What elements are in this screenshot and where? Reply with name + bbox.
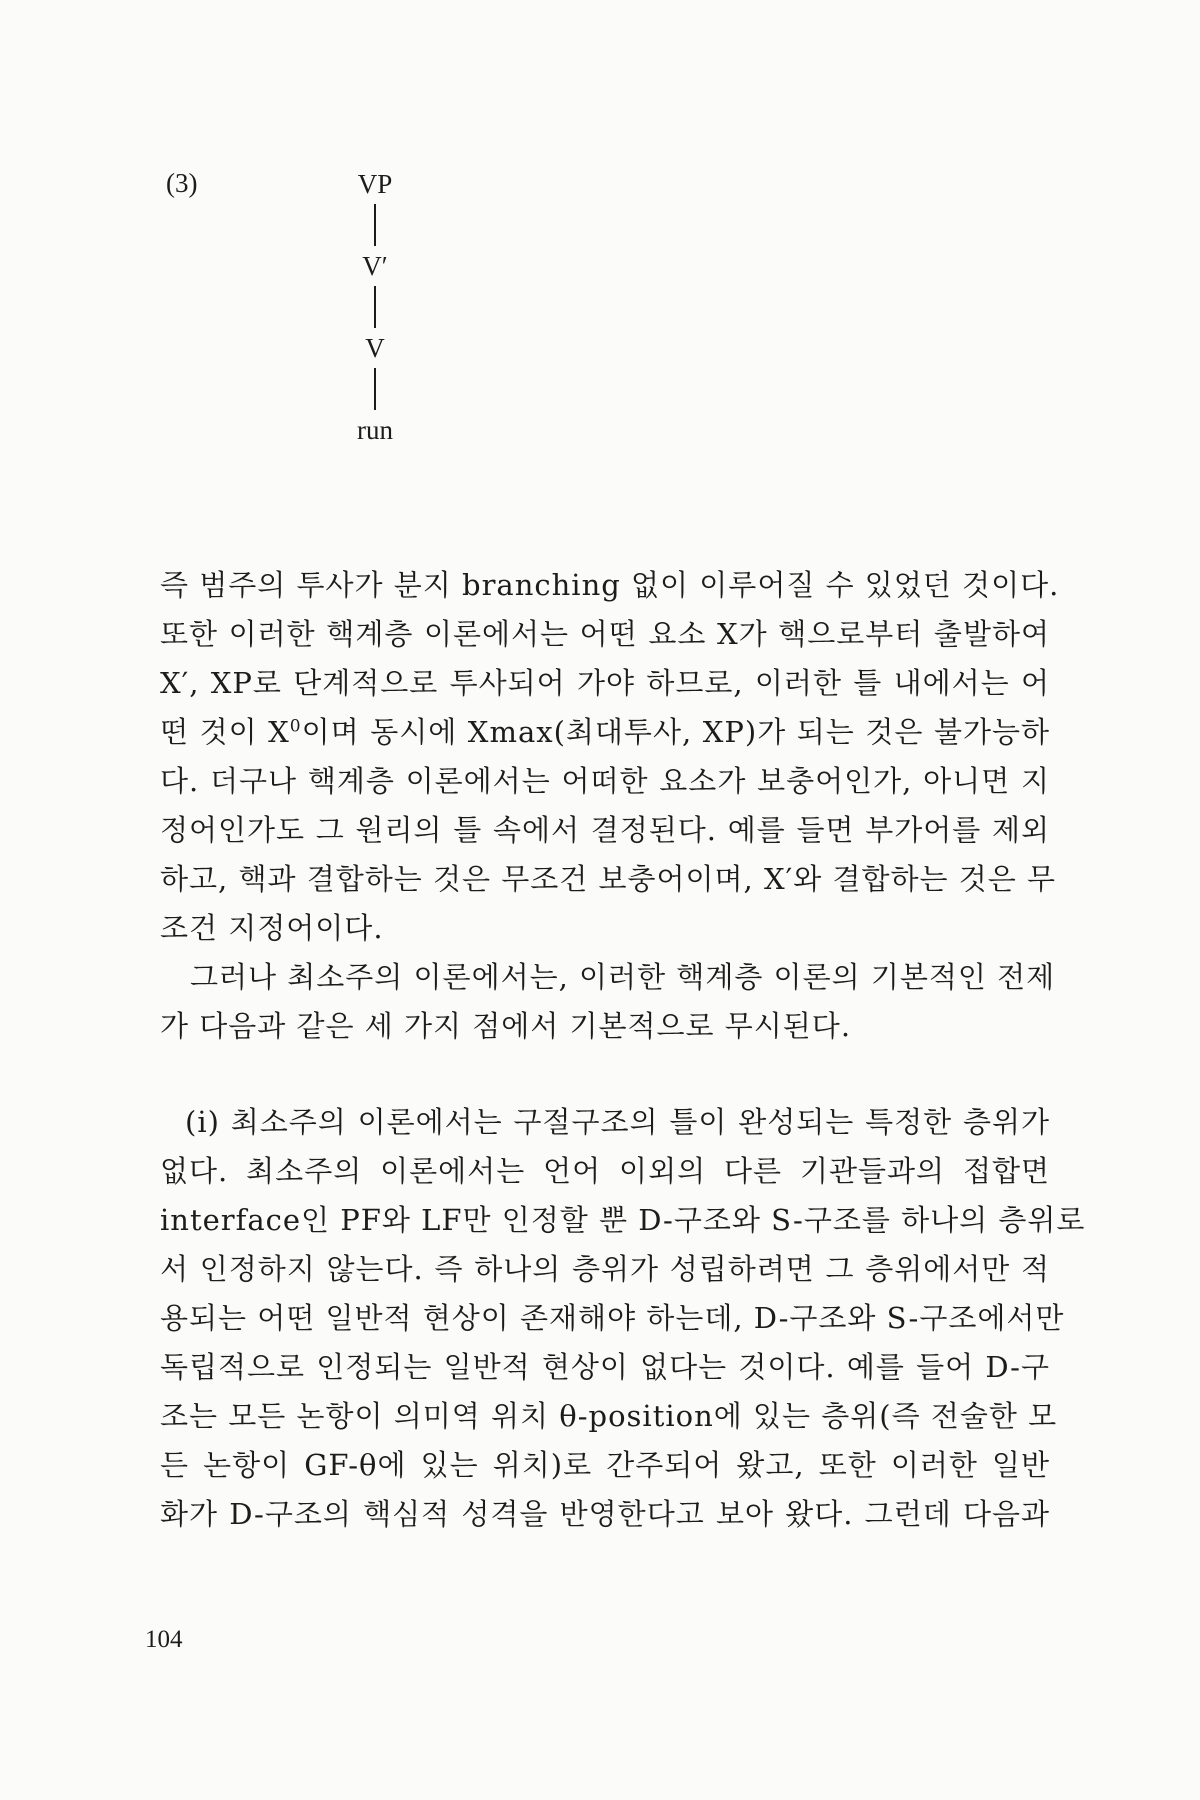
paragraph-2-line-2: 가 다음과 같은 세 가지 점에서 기본적으로 무시된다. [160,1009,852,1043]
paragraph-3-line-9: 화가 D-구조의 핵심적 성격을 반영한다고 보아 왔다. 그런데 다음과 [160,1497,1050,1531]
paragraph-3-line-4: 서 인정하지 않는다. 즉 하나의 층위가 성립하려면 그 층위에서만 적 [160,1252,1050,1286]
tree-edge [374,368,376,410]
line4-before: 떤 것이 X [160,715,290,749]
tree-node-vbar: V′ [362,251,388,281]
page-number: 104 [145,1626,183,1653]
paragraph-1-line-7: 하고, 핵과 결합하는 것은 무조건 보충어이며, X′와 결합하는 것은 무 [160,862,1056,896]
paragraph-3-line-3: interface인 PF와 LF만 인정할 뿐 D-구조와 S-구조를 하나의 층위로 [160,1203,1086,1237]
tree-edge [374,286,376,328]
tree-node-v: V [365,333,385,363]
paragraph-1-line-3: X′, XP로 단계적으로 투사되어 가야 하므로, 이러한 틀 내에서는 어 [160,666,1050,700]
syntax-tree [310,168,440,508]
paragraph-3-line-8: 든 논항이 GF-θ에 있는 위치)로 간주되어 왔고, 또한 이러한 일반 [160,1448,1050,1482]
paragraph-1-line-2: 또한 이러한 핵계층 이론에서는 어떤 요소 X가 핵으로부터 출발하여 [160,617,1050,651]
tree-leaf-run: run [357,415,393,445]
paragraph-1-line-5: 다. 더구나 핵계층 이론에서는 어떠한 요소가 보충어인가, 아니면 지 [160,764,1050,798]
tree-edge [374,204,376,246]
paragraph-3-line-1: (i) 최소주의 이론에서는 구절구조의 틀이 완성되는 특정한 층위가 [185,1105,1050,1139]
paragraph-3-line-2: 없다. 최소주의 이론에서는 언어 이외의 다른 기관들과의 접합면 [160,1154,1050,1188]
paragraph-1-line-4 [160,712,1050,752]
paragraph-3-line-7: 조는 모든 논항이 의미역 위치 θ-position에 있는 층위(즉 전술한 모 [160,1399,1058,1433]
tree-node-vp: VP [357,169,393,199]
paragraph-3-line-5: 용되는 어떤 일반적 현상이 존재해야 하는데, D-구조와 S-구조에서만 [160,1301,1065,1335]
paragraph-1-line-8: 조건 지정어이다. [160,911,384,945]
paragraph-1-line-6: 정어인가도 그 원리의 틀 속에서 결정된다. 예를 들면 부가어를 제외 [160,813,1050,847]
paragraph-1-line-1: 즉 범주의 투사가 분지 branching 없이 이루어질 수 있었던 것이다. [160,568,1060,602]
paragraph-2-line-1: 그러나 최소주의 이론에서는, 이러한 핵계층 이론의 기본적인 전제 [190,960,1056,994]
paragraph-3-line-6: 독립적으로 인정되는 일반적 현상이 없다는 것이다. 예를 들어 D-구 [160,1350,1050,1384]
superscript-zero: 0 [289,716,302,737]
example-number: (3) [166,168,198,198]
line4-after: 이며 동시에 Xmax(최대투사, XP)가 되는 것은 불가능하 [301,715,1050,749]
